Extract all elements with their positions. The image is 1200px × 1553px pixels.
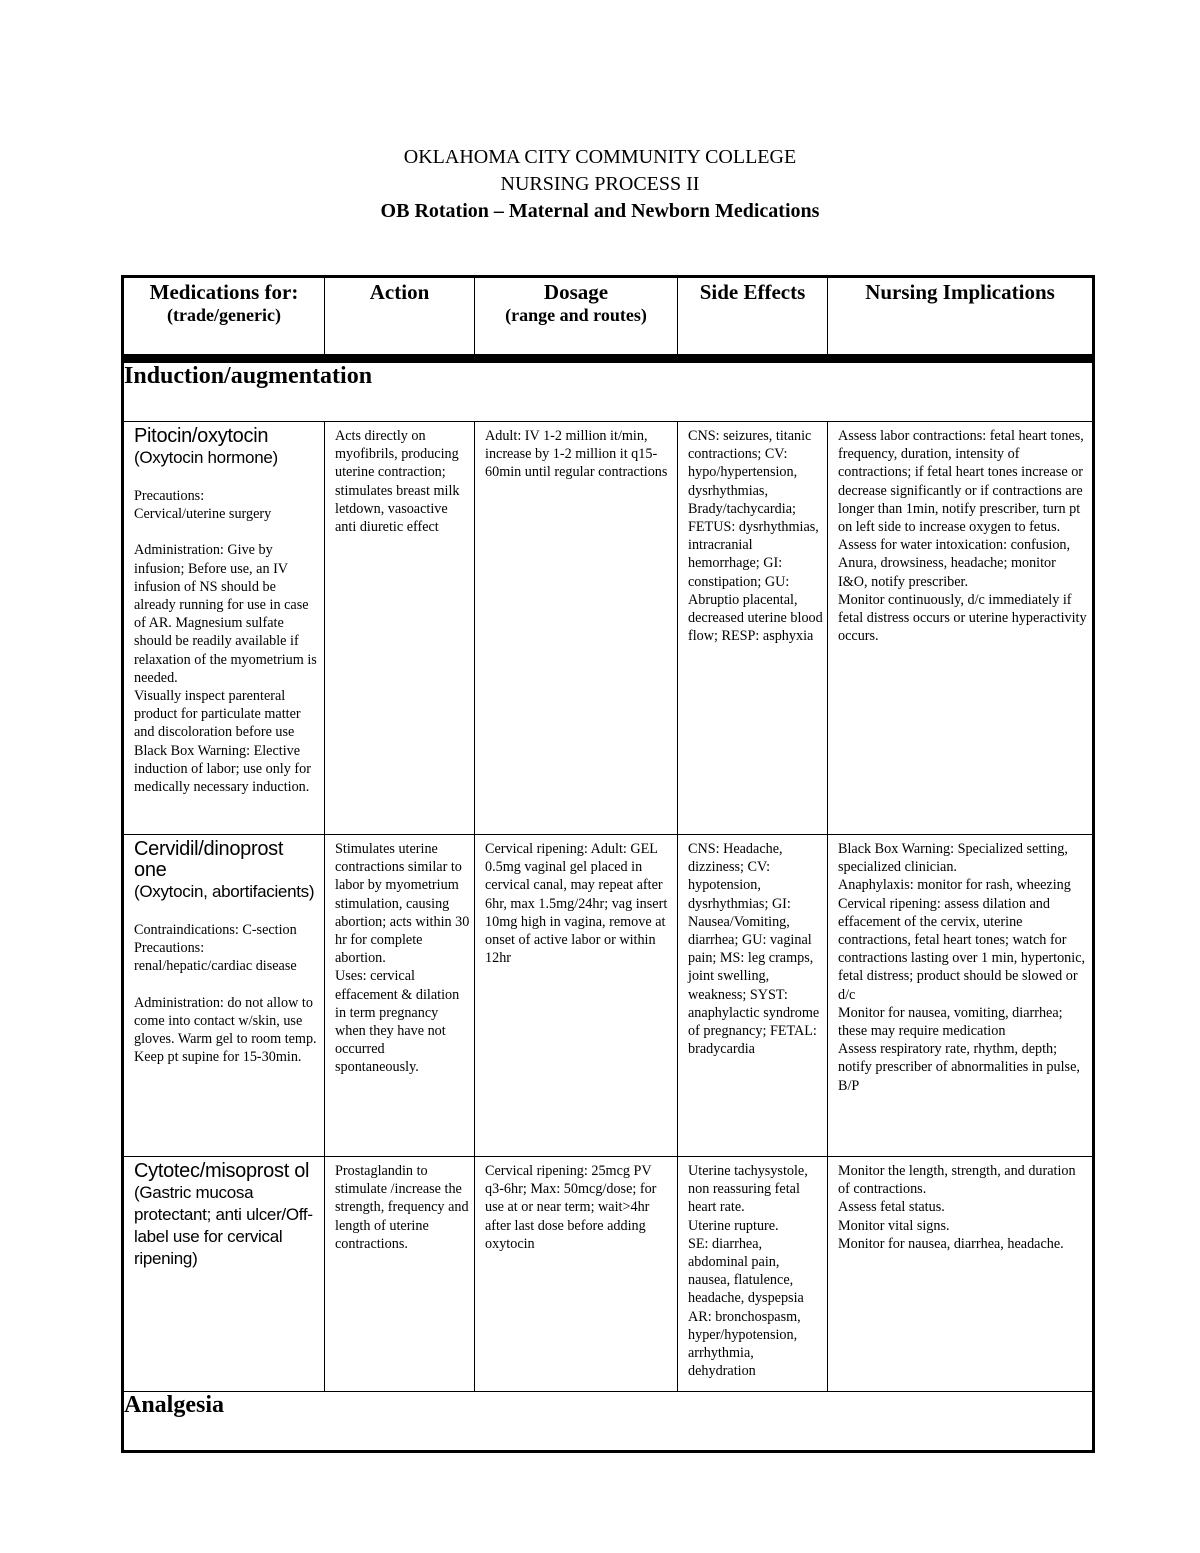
medication-cell <box>123 422 325 835</box>
action-cell: Stimulates uterine contractions similar to labor by myometrium stimulation, causing abortion; acts within 30 hr for complete abortion. Uses: cervical effacement & dilation in term pregnancy when they have not occurred spontaneously. <box>325 835 475 1157</box>
col-nursing-implications: Nursing Implications <box>828 277 1094 359</box>
drug-class: (Oxytocin, abortifacients) <box>134 882 315 901</box>
col-side-effects: Side Effects <box>678 277 828 359</box>
table-header-row <box>123 277 1094 359</box>
table-row <box>123 1157 1094 1392</box>
section-title: Induction/augmentation <box>123 359 1094 422</box>
drug-precautions: Contraindications: C-section Precautions: renal/hepatic/cardiac disease <box>134 922 297 975</box>
drug-administration: Administration: Give by infusion; Before use, an IV infusion of NS should be already running for use in case of AR. Magnesium sulfate should be readily available if relaxation of the myometrium is needed. Visually inspect parenteral product for particulate matter and discoloration before use Black Box Warning: Elective induction of labor; use only for medically necessary induction. <box>134 542 317 796</box>
medications-table <box>121 275 1095 1453</box>
col-medications: Medications for: (trade/generic) <box>123 277 325 359</box>
drug-precautions: Precautions: Cervical/uterine surgery <box>134 488 272 523</box>
col-dosage: Dosage (range and routes) <box>475 277 678 359</box>
nursing-cell: Black Box Warning: Specialized setting, specialized clinician. Anaphylaxis: monitor for rash, wheezing Cervical ripening: assess dilation and effacement of the cervix, uterine contractions, fetal heart tones; watch for contractions lasting over 1 min, hypertonic, fetal distress; product should be slowed or d/c Monitor for nausea, vomiting, diarrhea; these may require medication Assess respiratory rate, rhythm, depth; notify prescriber of abnormalities in pulse, B/P <box>828 835 1094 1157</box>
college-name: OKLAHOMA CITY COMMUNITY COLLEGE <box>403 146 797 168</box>
drug-class: (Gastric mucosa protectant; anti ulcer/Off-label use for cervical ripening) <box>134 1183 313 1268</box>
nursing-cell: Monitor the length, strength, and duration of contractions. Assess fetal status. Monitor vital signs. Monitor for nausea, diarrhea, headache. <box>828 1157 1094 1392</box>
table-row <box>123 422 1094 835</box>
nursing-cell: Assess labor contractions: fetal heart tones, frequency, duration, intensity of contractions; if fetal heart tones increase or decrease significantly or if contractions are longer than 1min, notify prescriber, turn pt on left side to increase oxygen to fetus. Assess for water intoxication: confusion, Anura, drowsiness, headache; monitor I&O, notify prescriber. Monitor continuously, d/c immediately if fetal distress occurs or uterine hyperactivity occurs. <box>828 422 1094 835</box>
section-row-analgesia <box>123 1392 1094 1452</box>
drug-name: Pitocin/oxytocin <box>134 425 269 447</box>
table-row <box>123 835 1094 1157</box>
side-effects-cell: CNS: seizures, titanic contractions; CV: hypo/hypertension, dysrhythmias, Brady/tachycardia; FETUS: dysrhythmias, intracranial hemorrhage; GI: constipation; GU: Abruptio placental, decreased uterine blood flow; RESP: asphyxia <box>678 422 828 835</box>
action-cell: Acts directly on myofibrils, producing uterine contraction; stimulates breast milk letdown, vasoactive anti diuretic effect <box>325 422 475 835</box>
drug-name: Cytotec/misoprost ol <box>134 1160 310 1182</box>
dosage-cell: Cervical ripening: Adult: GEL 0.5mg vaginal gel placed in cervical canal, may repeat after 6hr, max 1.5mg/24hr; vag insert 10mg high in vagina, remove at onset of active labor or within 12hr <box>475 835 678 1157</box>
section-title: Analgesia <box>123 1392 1094 1452</box>
document-title: OB Rotation – Maternal and Newborn Medications <box>380 200 820 222</box>
course-name: NURSING PROCESS II <box>500 173 700 195</box>
side-effects-cell: CNS: Headache, dizziness; CV: hypotension, dysrhythmias; GI: Nausea/Vomiting, diarrhea; GU: vaginal pain; MS: leg cramps, joint swelling, weakness; SYST: anaphylactic syndrome of pregnancy; FETAL: bradycardia <box>678 835 828 1157</box>
drug-administration: Administration: do not allow to come into contact w/skin, use gloves. Warm gel to room temp. Keep pt supine for 15-30min. <box>134 994 317 1066</box>
medication-cell <box>123 835 325 1157</box>
side-effects-cell: Uterine tachysystole, non reassuring fetal heart rate. Uterine rupture. SE: diarrhea, abdominal pain, nausea, flatulence, headache, dyspepsia AR: bronchospasm, hyper/hypotension, arrhythmia, dehydration <box>678 1157 828 1392</box>
medication-cell <box>123 1157 325 1392</box>
drug-class: (Oxytocin hormone) <box>134 448 278 467</box>
drug-name: Cervidil/dinoprost one <box>134 838 284 881</box>
dosage-cell: Cervical ripening: 25mcg PV q3-6hr; Max: 50mcg/dose; for use at or near term; wait>4hr after last dose before adding oxytocin <box>475 1157 678 1392</box>
dosage-cell: Adult: IV 1-2 million it/min, increase by 1-2 million it q15-60min until regular contractions <box>475 422 678 835</box>
section-row-induction <box>123 359 1094 422</box>
col-action: Action <box>325 277 475 359</box>
action-cell: Prostaglandin to stimulate /increase the strength, frequency and length of uterine contractions. <box>325 1157 475 1392</box>
